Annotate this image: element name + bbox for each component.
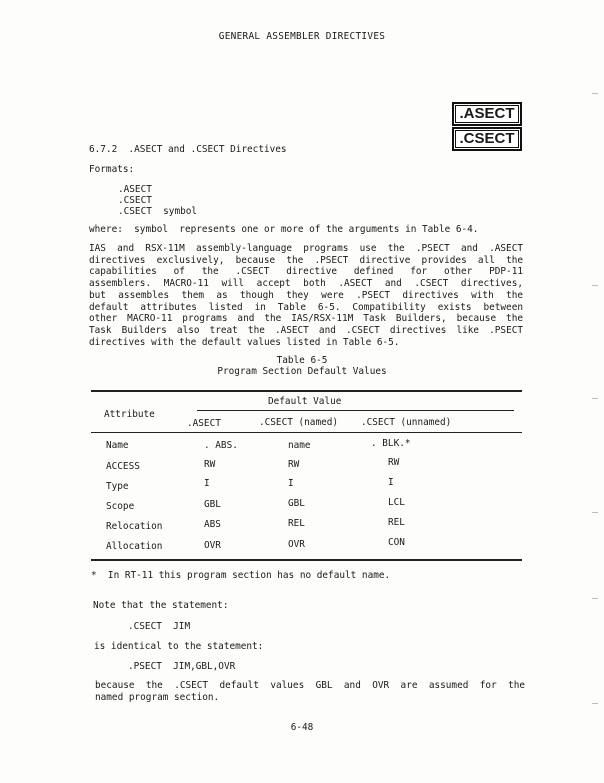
paragraph-line: directives with the default values listed in Table 6-5.: [89, 336, 400, 348]
csect-margin-tag: .CSECT: [452, 127, 522, 151]
table-cell: OVR: [204, 540, 221, 551]
column-header-asect: .ASECT: [187, 418, 221, 429]
format-line: .ASECT: [118, 184, 152, 195]
paragraph-line: but assembles them as though they were .PSECT directives with the: [89, 289, 523, 301]
margin-mark: [592, 703, 598, 704]
paragraph-line: capabilities of the .CSECT directive defined for other PDP-11: [89, 266, 523, 278]
header-bottom-rule: [91, 432, 522, 433]
table-cell: . ABS.: [204, 440, 238, 451]
row-label: Allocation: [106, 541, 163, 552]
example-statement: .PSECT JIM,GBL,OVR: [128, 661, 236, 672]
group-header-rule: [197, 410, 514, 411]
margin-mark: [592, 285, 598, 286]
table-cell: ABS: [204, 519, 221, 530]
example-statement: .CSECT JIM: [128, 621, 191, 632]
table-cell: RW: [388, 457, 400, 468]
format-line: .CSECT: [118, 195, 152, 206]
default-value-header: Default Value: [268, 396, 342, 407]
margin-mark: [592, 398, 598, 399]
table-cell: CON: [388, 537, 405, 548]
row-label: Type: [106, 481, 129, 492]
table-cell: I: [388, 477, 394, 488]
column-header-csect-named: .CSECT (named): [259, 417, 339, 428]
table-cell: RW: [288, 459, 300, 470]
paragraph-line: IAS and RSX-11M assembly-language programs use the .PSECT and .ASECT: [89, 243, 523, 254]
paragraph-line: Task Builders also treat the .ASECT and .CSECT directives like .PSECT: [89, 324, 523, 336]
table-cell: OVR: [288, 539, 305, 550]
table-footnote: * In RT-11 this program section has no default name.: [91, 570, 391, 581]
attribute-header: Attribute: [104, 409, 155, 420]
table-cell: GBL: [288, 498, 305, 509]
table-cell: I: [204, 478, 210, 489]
margin-mark: [592, 93, 598, 94]
paragraph-line: because the .CSECT default values GBL and OVR are assumed for the: [95, 680, 525, 691]
row-label: Scope: [106, 501, 135, 512]
table-caption-title: Program Section Default Values: [217, 366, 387, 377]
table-bottom-rule: [91, 559, 522, 561]
column-header-csect-unnamed: .CSECT (unnamed): [361, 417, 452, 428]
table-cell: name: [288, 440, 311, 451]
table-cell: I: [288, 478, 294, 489]
note-middle: is identical to the statement:: [94, 641, 264, 652]
closing-paragraph: [95, 680, 525, 703]
page-number: 6-48: [290, 722, 314, 733]
note-intro: Note that the statement:: [93, 600, 229, 611]
body-paragraph: [89, 243, 523, 348]
table-cell: RW: [204, 459, 216, 470]
row-label: Name: [106, 440, 129, 451]
table-cell: GBL: [204, 499, 221, 510]
row-label: Relocation: [106, 521, 163, 532]
table-cell: LCL: [388, 497, 405, 508]
paragraph-line: directives exclusively, because the .PSECT directive provides all the: [89, 254, 523, 266]
running-header: GENERAL ASSEMBLER DIRECTIVES: [218, 31, 386, 42]
formats-label: Formats:: [89, 164, 135, 175]
paragraph-line: other MACRO-11 programs and the IAS/RSX-11M Task Builders, because the: [89, 313, 523, 325]
margin-mark: [592, 512, 598, 513]
row-label: ACCESS: [106, 461, 140, 472]
format-line: .CSECT symbol: [118, 206, 198, 217]
where-clause: where: symbol represents one or more of the arguments in Table 6-4.: [89, 224, 479, 235]
table-caption-number: Table 6-5: [276, 355, 328, 366]
paragraph-line: named program section.: [95, 691, 220, 703]
margin-mark: [592, 598, 598, 599]
table-top-rule: [91, 390, 522, 392]
paragraph-line: default attributes listed in Table 6-5. Compatibility exists between: [89, 301, 523, 313]
asect-margin-tag: .ASECT: [452, 102, 522, 126]
section-heading: 6.7.2 .ASECT and .CSECT Directives: [89, 144, 287, 155]
table-cell: REL: [288, 518, 305, 529]
table-cell: REL: [388, 517, 405, 528]
table-cell: . BLK.*: [371, 438, 411, 449]
paragraph-line: assemblers. MACRO-11 will accept both .ASECT and .CSECT directives,: [89, 278, 523, 290]
